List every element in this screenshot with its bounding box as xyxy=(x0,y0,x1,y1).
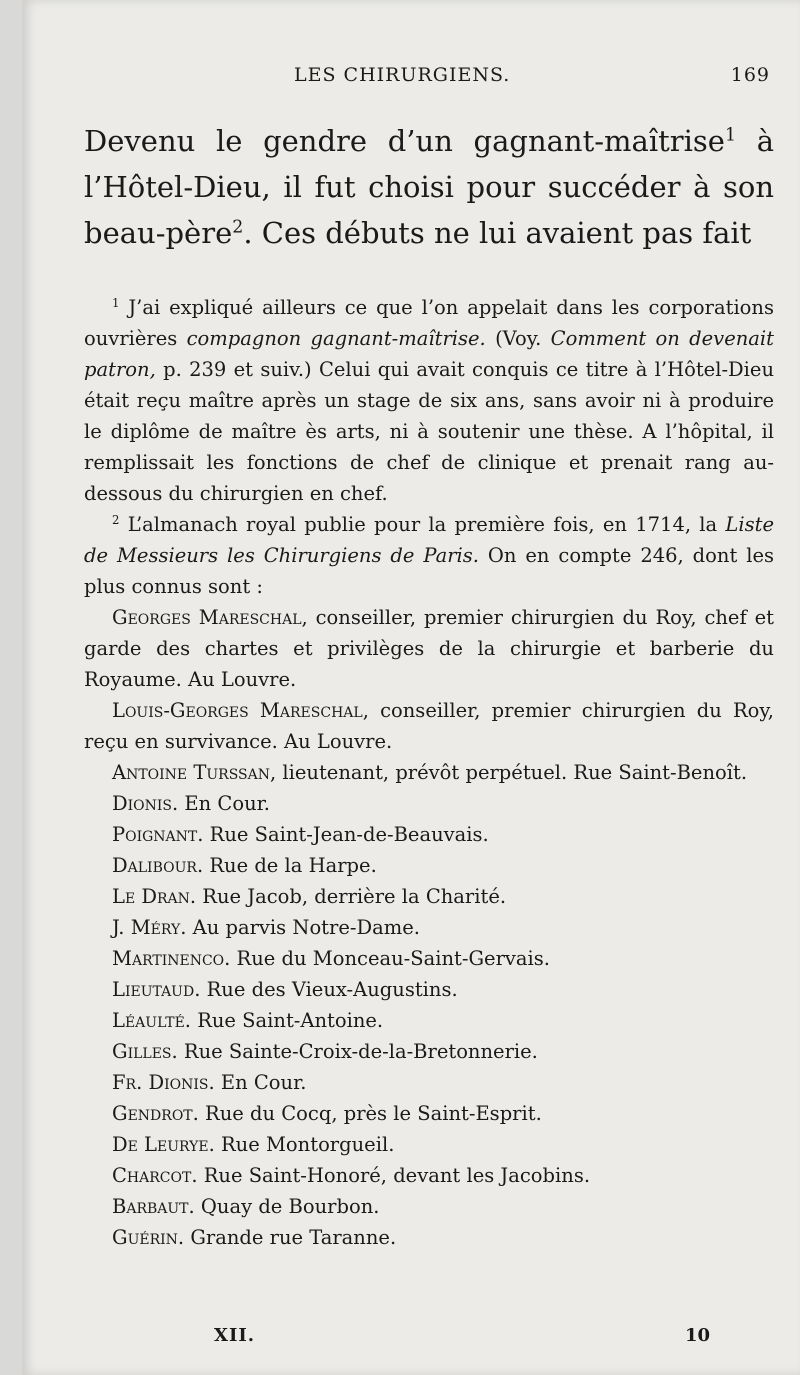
surgeon-details: . Rue Jacob, derrière la Charité. xyxy=(189,885,507,908)
footnote-1: $^1$ J’ai expliqué ailleurs ce que l’on appelait dans les corporations ouvrières compagnon gagnant-maîtrise. (Voy. Comment on devenait patron, p. 239 et suiv.) Celui qui avait conquis ce titre à l’Hôtel-Dieu était reçu maître après un stage de six ans, sans avoir ni à produire le diplôme de maître ès arts, ni à soutenir une thèse. A l’hôpital, il remplissait les fonctions de chef de clinique et prenait rang au-dessous du chirurgien en chef. xyxy=(84,295,774,505)
surgeon-entry xyxy=(84,1191,774,1222)
surgeon-details: . Rue Saint-Antoine. xyxy=(184,1009,384,1032)
surgeon-entry xyxy=(84,881,774,912)
footnote-ref-1[interactable]: 1 xyxy=(724,125,737,146)
surgeon-details: . Rue du Monceau-Saint-Gervais. xyxy=(224,947,551,970)
surgeon-entry xyxy=(84,602,774,695)
surgeon-entry xyxy=(84,757,774,788)
surgeon-entry xyxy=(84,788,774,819)
surgeon-entry xyxy=(84,943,774,974)
surgeon-name: Charcot xyxy=(112,1164,192,1187)
surgeon-entry xyxy=(84,819,774,850)
surgeon-name: Martinenco xyxy=(112,947,225,970)
surgeon-details: . Rue Saint-Honoré, devant les Jacobins. xyxy=(191,1164,591,1187)
surgeon-entry xyxy=(84,1129,774,1160)
surgeon-name: Antoine Turssan xyxy=(112,761,270,784)
footnote-1-number: 1 xyxy=(112,295,120,310)
surgeon-entry xyxy=(84,974,774,1005)
surgeon-entry xyxy=(84,1005,774,1036)
surgeon-details: . Quay de Bourbon. xyxy=(188,1195,380,1218)
surgeon-details: , lieutenant, prévôt perpétuel. Rue Saint-Benoît. xyxy=(270,761,748,784)
surgeon-list xyxy=(84,602,774,1253)
surgeon-details: . Rue des Vieux-Augustins. xyxy=(194,978,458,1001)
surgeon-details: . Rue Sainte-Croix-de-la-Bretonnerie. xyxy=(171,1040,538,1063)
surgeon-details: . En Cour. xyxy=(172,792,271,815)
signature-mark: XII. xyxy=(214,1325,256,1346)
surgeon-entry xyxy=(84,1098,774,1129)
running-title: LES CHIRURGIENS. xyxy=(294,64,511,86)
surgeon-name: Guérin xyxy=(112,1226,178,1249)
surgeon-entry xyxy=(84,1160,774,1191)
surgeon-name: Le Dran xyxy=(112,885,190,908)
surgeon-name: Gendrot xyxy=(112,1102,193,1125)
surgeon-details: . En Cour. xyxy=(208,1071,307,1094)
footnote-2-number: 2 xyxy=(112,512,120,527)
surgeon-name: Dionis xyxy=(112,792,173,815)
surgeon-details: . Grande rue Taranne. xyxy=(177,1226,397,1249)
sheet-number: 10 xyxy=(684,1325,710,1346)
surgeon-name: Lieutaud xyxy=(112,978,195,1001)
footnote-ref-2[interactable]: 2 xyxy=(232,217,244,238)
surgeon-details: , conseiller, premier chirurgien du Roy, chef et garde des chartes et privilèges de la chirurgie et barberie du Royaume. Au Louvre. xyxy=(84,606,774,691)
surgeon-details: . Rue de la Harpe. xyxy=(196,854,377,877)
surgeon-name: Louis-Georges Mareschal xyxy=(112,699,363,722)
surgeon-name: Georges Mareschal xyxy=(112,606,302,629)
surgeon-name: Barbaut xyxy=(112,1195,189,1218)
surgeon-name: Gilles xyxy=(112,1040,172,1063)
surgeon-details: , conseiller, premier chirurgien du Roy, reçu en survivance. Au Louvre. xyxy=(84,699,775,753)
footnote-2: $^2$ L’almanach royal publie pour la première fois, en 1714, la Liste de Messieurs les Chirurgiens de Paris. On en compte 246, dont les plus connus sont : xyxy=(84,512,774,598)
main-paragraph: Devenu le gendre d’un gagnant-maîtrise$^1$ à l’Hôtel-Dieu, il fut choisi pour succéder à son beau-père$^2$. Ces débuts ne lui avaient pas fait xyxy=(84,124,774,250)
page-number: 169 xyxy=(730,64,770,86)
surgeon-name: Dalibour xyxy=(112,854,197,877)
surgeon-details: . Au parvis Notre-Dame. xyxy=(180,916,420,939)
surgeon-details: . Rue Saint-Jean-de-Beauvais. xyxy=(197,823,489,846)
surgeon-entry xyxy=(84,850,774,881)
surgeon-name: Poignant xyxy=(112,823,198,846)
surgeon-entry xyxy=(84,1067,774,1098)
surgeon-entry xyxy=(84,912,774,943)
surgeon-entry xyxy=(84,1222,774,1253)
surgeon-entry xyxy=(84,1036,774,1067)
surgeon-details: . Rue Montorgueil. xyxy=(208,1133,395,1156)
footnotes xyxy=(84,292,774,1253)
surgeon-name: Fr. Dionis xyxy=(112,1071,209,1094)
surgeon-name: J. Méry xyxy=(112,916,181,939)
surgeon-entry xyxy=(84,695,774,757)
surgeon-name: Léaulté xyxy=(112,1009,185,1032)
surgeon-name: De Leurye xyxy=(112,1133,209,1156)
book-page xyxy=(22,0,800,1375)
surgeon-details: . Rue du Cocq, près le Saint-Esprit. xyxy=(192,1102,542,1125)
